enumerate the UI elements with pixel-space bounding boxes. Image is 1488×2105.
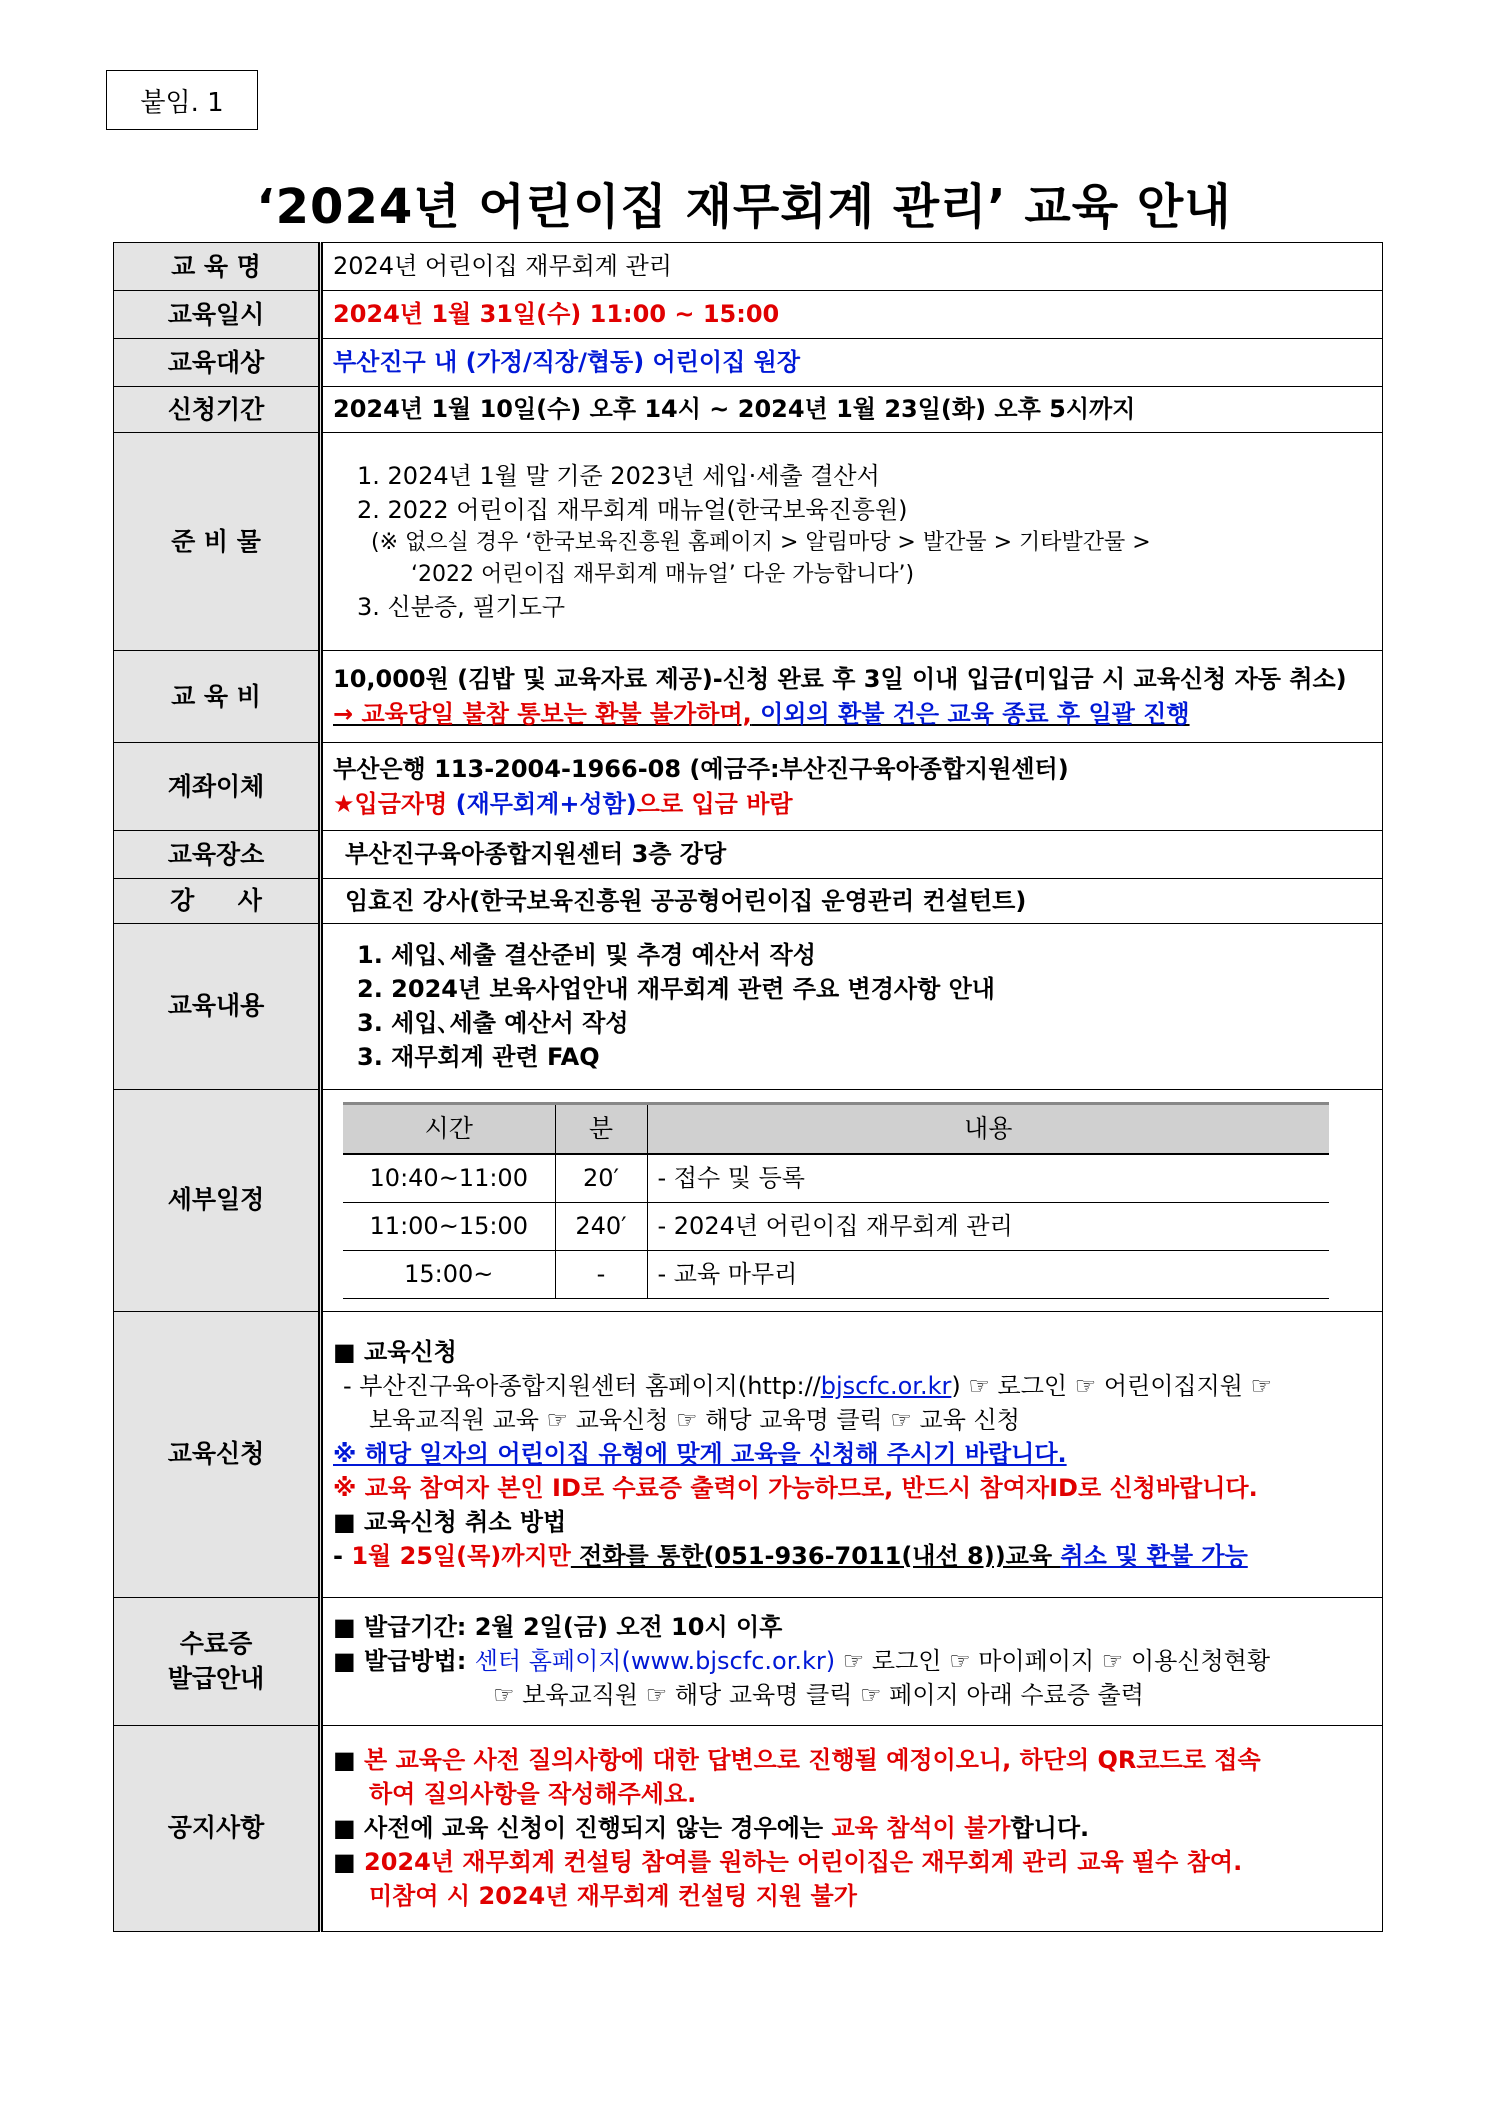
row-schedule <box>114 1089 1383 1311</box>
notice-consulting: 2024년 재무회계 컨설팅 참여를 원하는 어린이집은 재무회계 관리 교육 필수 참여. <box>364 1848 1243 1877</box>
account-depositor-b: (재무회계+성함) <box>455 789 637 818</box>
row-content <box>114 923 1383 1089</box>
row-apply-period <box>114 387 1383 433</box>
row-materials <box>114 433 1383 651</box>
application-path-a: - 부산진구육아종합지원센터 홈페이지(http:// <box>343 1371 821 1400</box>
certificate-line-2 <box>333 1644 1372 1678</box>
row-edu-target <box>114 339 1383 387</box>
cancel-refund: 취소 및 환불 가능 <box>1060 1542 1248 1571</box>
label-instructor: 강 사 <box>114 879 321 924</box>
notice-prereg-b: 합니다. <box>1010 1813 1090 1842</box>
label-edu-name: 교 육 명 <box>114 243 321 291</box>
value-notice <box>321 1725 1383 1931</box>
schedule-row <box>343 1250 1329 1298</box>
notice-qr: 본 교육은 사전 질의사항에 대한 답변으로 진행될 예정이오니, 하단의 QR코드로 접속 <box>364 1745 1261 1774</box>
label-apply-period: 신청기간 <box>114 387 321 433</box>
account-depositor-c: 으로 입금 바람 <box>636 789 793 818</box>
notice-line-2: 하여 질의사항을 작성해주세요. <box>369 1779 697 1808</box>
schedule-row <box>343 1202 1329 1250</box>
value-application <box>321 1311 1383 1597</box>
row-certificate <box>114 1597 1383 1725</box>
attachment-label: 붙임. 1 <box>106 70 258 130</box>
value-edu-target: 부산진구 내 (가정/직장/협동) 어린이집 원장 <box>321 339 1383 387</box>
schedule-minutes: - <box>555 1250 647 1298</box>
schedule-time: 15:00~ <box>343 1250 555 1298</box>
application-note-blue: ※ 해당 일자의 어린이집 유형에 맞게 교육을 신청해 주시기 바랍니다. <box>333 1439 1067 1468</box>
notice-prereg-red: 교육 참석이 불가 <box>831 1813 1011 1842</box>
notice-line-4 <box>333 1845 1372 1879</box>
value-instructor: 임효진 강사(한국보육진흥원 공공형어린이집 운영관리 컨설턴트) <box>321 879 1383 924</box>
application-path-b: ) ☞ 로그인 ☞ 어린이집지원 ☞ <box>951 1371 1273 1400</box>
schedule-header-content: 내용 <box>647 1103 1329 1154</box>
cancel-deadline: 1월 25일(목)까지만 <box>351 1542 571 1571</box>
row-application <box>114 1311 1383 1597</box>
schedule-minutes: 240′ <box>555 1202 647 1250</box>
value-place: 부산진구육아종합지원센터 3층 강당 <box>321 831 1383 879</box>
homepage-link[interactable]: bjscfc.or.kr <box>820 1371 952 1400</box>
notice-bullet: ■ <box>333 1848 365 1877</box>
value-edu-name: 2024년 어린이집 재무회계 관리 <box>321 243 1383 291</box>
row-instructor <box>114 879 1383 924</box>
notice-line-1 <box>333 1743 1372 1777</box>
fee-refund-blue: 이외의 환불 건은 교육 종료 후 일괄 진행 <box>751 699 1190 728</box>
label-materials: 준 비 물 <box>114 433 321 651</box>
schedule-content: - 교육 마무리 <box>647 1250 1329 1298</box>
content-item-1: 1. 세입､세출 결산준비 및 추경 예산서 작성 <box>357 940 816 969</box>
materials-line-3: (※ 없으실 경우 ‘한국보육진흥원 홈페이지 > 알림마당 > 발간물 > 기타발간물 > <box>371 530 1151 556</box>
certificate-method-label: ■ 발급방법: <box>333 1646 475 1675</box>
schedule-row <box>343 1154 1329 1203</box>
account-line-2 <box>333 787 1372 821</box>
cancel-line <box>333 1539 1372 1573</box>
value-content <box>321 923 1383 1089</box>
notice-prereg-a: ■ 사전에 교육 신청이 진행되지 않는 경우에는 <box>333 1813 832 1842</box>
schedule-content: - 2024년 어린이집 재무회계 관리 <box>647 1202 1329 1250</box>
certificate-line-1: ■ 발급기간: 2월 2일(금) 오전 10시 이후 <box>333 1612 783 1641</box>
schedule-table <box>343 1102 1329 1299</box>
cancel-heading: ■ 교육신청 취소 방법 <box>333 1508 567 1537</box>
value-apply-period: 2024년 1월 10일(수) 오후 14시 ~ 2024년 1월 23일(화) 오후 5시까지 <box>321 387 1383 433</box>
fee-line-1: 10,000원 (김밥 및 교육자료 제공)-신청 완료 후 3일 이내 입금(미입금 시 교육신청 자동 취소) <box>333 665 1347 694</box>
cancel-a: - <box>333 1542 352 1571</box>
notice-bullet: ■ <box>333 1745 365 1774</box>
page-title: ‘2024년 어린이집 재무회계 관리’ 교육 안내 <box>256 179 1232 235</box>
value-account <box>321 743 1383 831</box>
application-heading: ■ 교육신청 <box>333 1337 457 1366</box>
value-materials <box>321 433 1383 651</box>
schedule-time: 10:40~11:00 <box>343 1154 555 1203</box>
schedule-header-time: 시간 <box>343 1103 555 1154</box>
label-place: 교육장소 <box>114 831 321 879</box>
label-schedule: 세부일정 <box>114 1089 321 1311</box>
materials-line-1: 1. 2024년 1월 말 기준 2023년 세입·세출 결산서 <box>357 462 880 491</box>
schedule-header-row <box>343 1103 1329 1154</box>
label-notice: 공지사항 <box>114 1725 321 1931</box>
content-item-3: 3. 세입､세출 예산서 작성 <box>357 1009 629 1037</box>
application-note-red: ※ 교육 참여자 본인 ID로 수료증 출력이 가능하므로, 반드시 참여자ID로 신청바랍니다. <box>333 1474 1258 1503</box>
label-certificate-2: 발급안내 <box>167 1664 265 1693</box>
notice-line-3 <box>333 1811 1372 1845</box>
row-place <box>114 831 1383 879</box>
label-application: 교육신청 <box>114 1311 321 1597</box>
application-line-2: 보육교직원 교육 ☞ 교육신청 ☞ 해당 교육명 클릭 ☞ 교육 신청 <box>369 1405 1020 1434</box>
fee-refund-red: → 교육당일 불참 통보는 환불 불가하며, <box>333 699 752 728</box>
value-certificate <box>321 1597 1383 1725</box>
label-fee: 교 육 비 <box>114 651 321 743</box>
label-content: 교육내용 <box>114 923 321 1089</box>
label-edu-target: 교육대상 <box>114 339 321 387</box>
application-line-1 <box>333 1369 1372 1403</box>
certificate-homepage: 센터 홈페이지(www.bjscfc.or.kr) <box>474 1646 836 1675</box>
notice-line-5: 미참여 시 2024년 재무회계 컨설팅 지원 불가 <box>369 1882 857 1911</box>
schedule-minutes: 20′ <box>555 1154 647 1203</box>
value-schedule <box>321 1089 1383 1311</box>
row-account <box>114 743 1383 831</box>
fee-line-2 <box>333 697 1372 731</box>
schedule-time: 11:00~15:00 <box>343 1202 555 1250</box>
label-certificate <box>114 1597 321 1725</box>
content-item-4: 3. 재무회계 관련 FAQ <box>357 1043 600 1072</box>
certificate-line-3: ☞ 보육교직원 ☞ 해당 교육명 클릭 ☞ 페이지 아래 수료증 출력 <box>493 1681 1144 1710</box>
materials-line-4: ‘2022 어린이집 재무회계 매뉴얼’ 다운 가능합니다’) <box>411 561 915 587</box>
account-depositor-a: ★입금자명 <box>333 789 456 818</box>
row-edu-date <box>114 291 1383 339</box>
row-edu-name <box>114 243 1383 291</box>
schedule-header-minutes: 분 <box>555 1103 647 1154</box>
row-fee <box>114 651 1383 743</box>
label-account: 계좌이체 <box>114 743 321 831</box>
materials-line-2: 2. 2022 어린이집 재무회계 매뉴얼(한국보육진흥원) <box>357 496 908 525</box>
label-edu-date: 교육일시 <box>114 291 321 339</box>
content-item-2: 2. 2024년 보육사업안내 재무회계 관련 주요 변경사항 안내 <box>357 974 995 1003</box>
value-fee <box>321 651 1383 743</box>
info-table <box>113 242 1383 1932</box>
value-edu-date: 2024년 1월 31일(수) 11:00 ~ 15:00 <box>321 291 1383 339</box>
label-certificate-1: 수료증 <box>179 1628 253 1658</box>
certificate-path: ☞ 로그인 ☞ 마이페이지 ☞ 이용신청현황 <box>835 1646 1271 1675</box>
materials-line-5: 3. 신분증, 필기도구 <box>357 592 566 621</box>
schedule-content: - 접수 및 등록 <box>647 1154 1329 1203</box>
row-notice <box>114 1725 1383 1931</box>
cancel-phone: 전화를 통한(051-936-7011(내선 8))교육 <box>570 1542 1061 1571</box>
account-line-1: 부산은행 113-2004-1966-08 (예금주:부산진구육아종합지원센터) <box>333 755 1069 784</box>
